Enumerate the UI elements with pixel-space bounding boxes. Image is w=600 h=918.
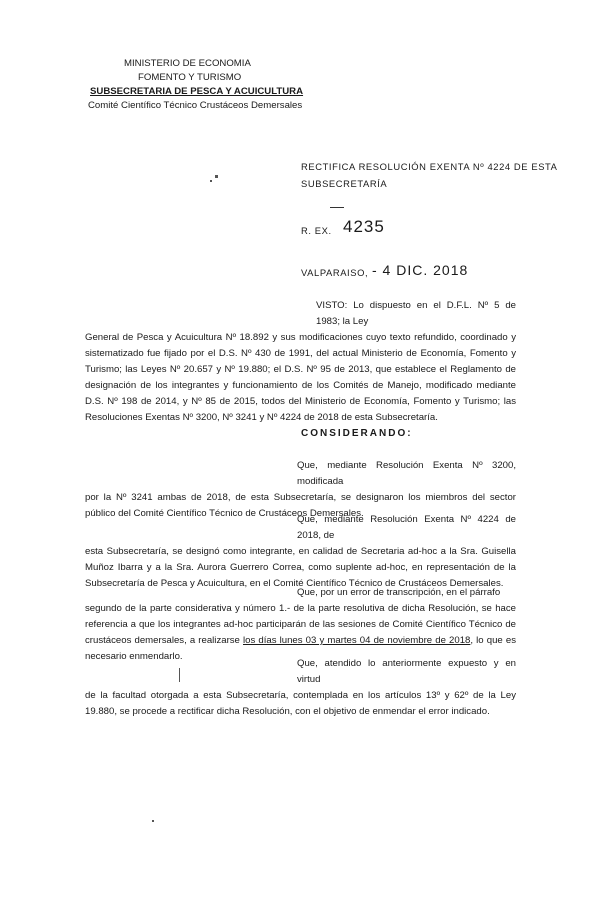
subject-line-2: SUBSECRETARÍA (301, 178, 388, 189)
subsecretaria-name: SUBSECRETARIA DE PESCA Y ACUICULTURA (90, 86, 304, 97)
paragraph-body-b: , lo que es necesario enmendarlo. (85, 635, 516, 662)
paragraph-first-line: Que, mediante Resolución Exenta Nº 3200, modificada (297, 460, 516, 487)
paragraph-body: por la Nº 3241 ambas de 2018, de esta Subsecretaría, se designaron los miembros del sector público del Comité Científico Técnico de Crustáceos Demersales. (85, 492, 516, 519)
considerando-paragraph-3 (85, 585, 516, 665)
committee-name: Comité Científico Técnico Crustáceos Demersales (88, 100, 303, 111)
visto-first-line: VISTO: Lo dispuesto en el D.F.L. Nº 5 de 1983; la Ley (316, 300, 516, 327)
paragraph-first-line: Que, atendido lo anteriormente expuesto y en virtud (297, 658, 516, 685)
paragraph-first-line: Que, mediante Resolución Exenta Nº 4224 de 2018, de (297, 514, 516, 541)
considerando-paragraph-2 (85, 512, 516, 592)
paragraph-body-a: segundo de la parte considerativa y número 1.- de la parte resolutiva de dicha Resolución, se hace referencia a que los integrantes ad-hoc participarán de las sesiones de Comité Científico Técnico de crustáceos demersales, a realizarse (85, 603, 516, 646)
subject-line-1: RECTIFICA RESOLUCIÓN EXENTA Nº 4224 DE ESTA (301, 161, 558, 172)
ministry-subname: FOMENTO Y TURISMO (138, 72, 242, 83)
place-label: VALPARAISO, (301, 267, 369, 278)
visto-paragraph (85, 298, 516, 426)
scan-speck (210, 180, 212, 182)
scan-speck (215, 175, 218, 178)
rex-number: 4235 (343, 217, 385, 236)
ministry-name: MINISTERIO DE ECONOMIA (124, 58, 251, 69)
visto-body: General de Pesca y Acuicultura Nº 18.892 y sus modificaciones cuyo texto refundido, coordinado y sistematizado fue fijado por el D.S. Nº 430 de 1991, del actual Ministerio de Economía, Fomento y Turismo; las Leyes Nº 20.657 y Nº 19.880; el D.S. Nº 95 de 2013, que establece el Reglamento de designación de los integrantes y funcionamiento de los Comités de Manejo, modificado mediante D.S. Nº 198 de 2014, y Nº 85 de 2015, todos del Ministerio de Economía, Fomento y Turismo; las Resoluciones Exentas Nº 3200, Nº 3241 y Nº 4224 de 2018 de esta Subsecretaría. (85, 332, 516, 423)
considerando-heading: CONSIDERANDO: (301, 428, 413, 439)
date-stamp: - 4 DIC. 2018 (372, 262, 469, 278)
paragraph-body: esta Subsecretaría, se designó como integrante, en calidad de Secretaria ad-hoc a la Sra. Guisella Muñoz Ibarra y a la Sra. Aurora Guerrero Correa, como suplente ad-hoc, en representación de la Subsecretaría de Pesca y Acuicultura, en el Comité Científico Técnico de Crustáceos Demersales. (85, 546, 516, 589)
paragraph-first-line: Que, por un error de transcripción, en el párrafo (297, 587, 501, 598)
paragraph-underlined-dates: los días lunes 03 y martes 04 de noviembre de 2018 (243, 635, 471, 646)
paragraph-body: de la facultad otorgada a esta Subsecretaría, contemplada en los artículos 13º y 62º de la Ley 19.880, se procede a rectificar dicha Resolución, con el objetivo de enmendar el error indicado. (85, 690, 516, 717)
scan-speck (152, 820, 154, 822)
rex-dash (330, 207, 344, 208)
considerando-paragraph-4 (85, 656, 516, 720)
rex-label: R. EX. (301, 225, 332, 236)
